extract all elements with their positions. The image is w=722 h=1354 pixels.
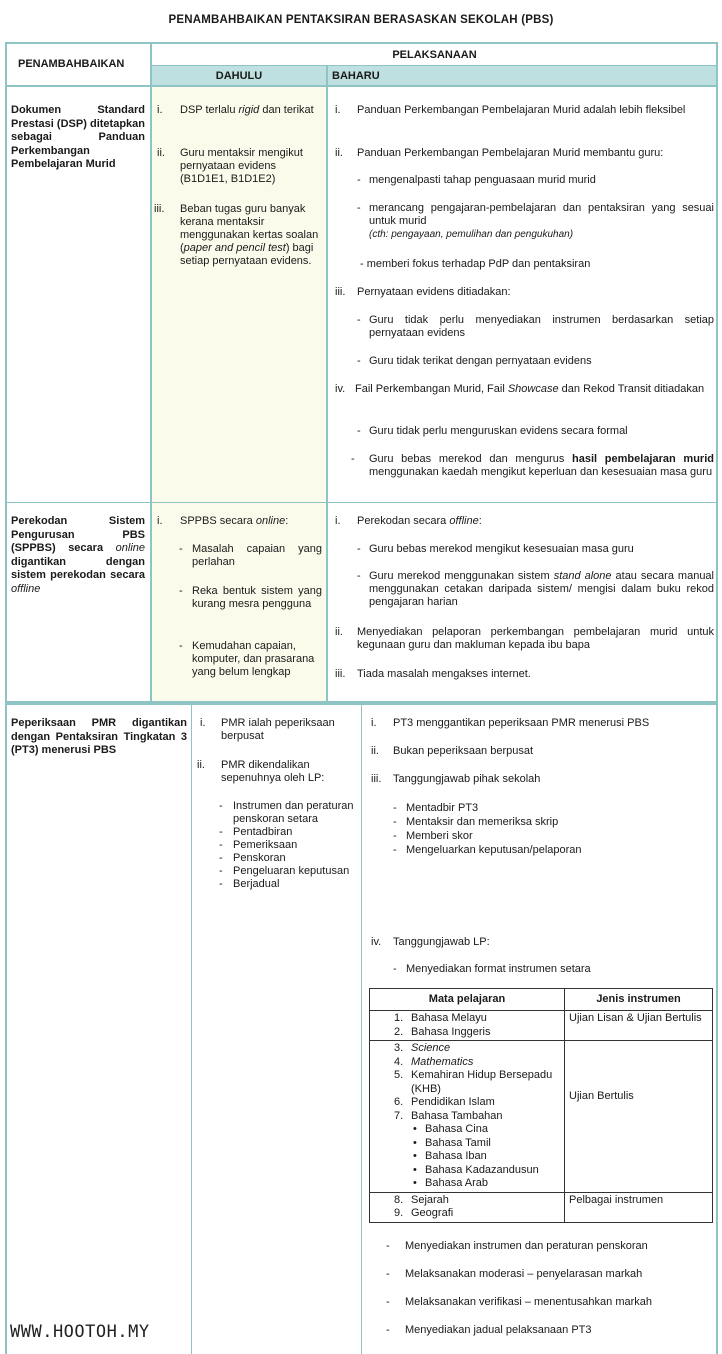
row2-baharu-a: Guru bebas merekod mengikut kesesuaian masa guru <box>369 543 634 555</box>
table-cell-instrument: Pelbagai instrumen <box>565 1192 713 1222</box>
list-item: - Pengeluaran keputusan <box>219 865 350 877</box>
row3-baharu-iii-num: iii. <box>371 773 382 785</box>
header-pelaksanaan: PELAKSANAAN <box>392 49 477 61</box>
row1-baharu-iii: Pernyataan evidens ditiadakan: <box>357 286 511 298</box>
row3-dahulu-list <box>219 800 359 891</box>
row3-baharu-i-num: i. <box>371 717 377 729</box>
row2-dahulu-i-num: i. <box>157 515 163 527</box>
list-item: - Penskoran <box>219 852 286 864</box>
table-cell-subjects: 1. Bahasa Melayu 2. Bahasa Inggeris <box>370 1011 565 1041</box>
row1-dahulu-i-num: i. <box>157 104 163 116</box>
table-cell-subjects: 3. Science 4. Mathematics 5. Kemahiran Hidup Bersepadu (KHB) 6. Pendidikan Islam 7. Bahasa Tambahan • Bahasa Cina • Bahasa Tamil • Bahasa Iban • Bahasa Kadazandusun • Bahasa Arab <box>370 1041 565 1193</box>
table-row <box>370 1041 713 1193</box>
row2-baharu-ii-num: ii. <box>335 626 343 638</box>
list-item: - Mentaksir dan memeriksa skrip <box>393 816 559 828</box>
row1-label: Dokumen Standard Prestasi (DSP) ditetapkan sebagai Panduan Perkembangan Pembelajaran Murid <box>11 104 145 170</box>
row3-dahulu-i: PMR ialah peperiksaan berpusat <box>221 717 335 742</box>
table-row <box>370 1192 713 1222</box>
list-item: - Mengeluarkan keputusan/pelaporan <box>393 844 582 856</box>
dash: - <box>357 543 361 555</box>
col-divider-3b <box>361 705 362 1354</box>
table-border-left <box>5 42 7 1354</box>
header-bottom <box>5 85 718 87</box>
row3-baharu-iv-a: Menyediakan format instrumen setara <box>406 963 591 975</box>
table-header-row <box>370 989 713 1011</box>
row3-dahulu-i-num: i. <box>200 717 206 729</box>
dash: - <box>357 202 361 214</box>
row1-baharu-iii-b: Guru tidak terikat dengan pernyataan evidens <box>369 355 592 367</box>
dash: - <box>179 543 183 555</box>
table-header-subject: Mata pelajaran <box>370 989 565 1011</box>
dash: - <box>386 1324 390 1336</box>
row3-baharu-iv: Tanggungjawab LP: <box>393 936 490 948</box>
row3-dahulu-ii: PMR dikendalikan sepenuhnya oleh LP: <box>221 759 325 784</box>
row1-dahulu-iii-num: iii. <box>154 203 165 215</box>
watermark: WWW.HOOTOH.MY <box>10 1322 150 1342</box>
header-penambahbaikan: PENAMBAHBAIKAN <box>18 58 125 70</box>
row1-baharu-iii-a: Guru tidak perlu menyediakan instrumen berdasarkan setiap pernyataan evidens <box>369 314 714 339</box>
row1-dahulu-i: DSP terlalu rigid dan terikat <box>180 104 314 116</box>
list-item: - Pemeriksaan <box>219 839 298 851</box>
dash: - <box>357 355 361 367</box>
row1-baharu-ii-c: - memberi fokus terhadap PdP dan pentaksiran <box>360 258 591 270</box>
row1-baharu-ii-a: mengenalpasti tahap penguasaan murid murid <box>369 174 596 186</box>
row1-dahulu-ii-num: ii. <box>157 147 165 159</box>
table-header-instrument: Jenis instrumen <box>565 989 713 1011</box>
row2-label: Perekodan Sistem Pengurusan PBS (SPPBS) secara online digantikan dengan sistem perekodan secara offline <box>11 515 145 595</box>
table-cell-subjects: 8. Sejarah 9. Geografi <box>370 1192 565 1222</box>
list-item: - Pentadbiran <box>219 826 293 838</box>
row1-dahulu-iii: Beban tugas guru banyak kerana mentaksir menggunakan kertas soalan (paper and pencil test) bagi setiap pernyataan evidens. <box>180 203 319 267</box>
row3-baharu-ii: Bukan peperiksaan berpusat <box>393 745 534 757</box>
row2-dahulu-c: Kemudahan capaian, komputer, dan prasarana yang belum lengkap <box>192 640 315 678</box>
row3-baharu-i: PT3 menggantikan peperiksaan PMR menerusi PBS <box>393 717 650 729</box>
table-border-top <box>5 42 718 44</box>
row3-after-4: Menyediakan jadual pelaksanaan PT3 <box>405 1324 592 1336</box>
row2-baharu-iii: Tiada masalah mengakses internet. <box>357 668 531 680</box>
row1-baharu-ii-num: ii. <box>335 147 343 159</box>
table-row <box>370 1011 713 1041</box>
row3-after-3: Melaksanakan verifikasi – menentusahkan markah <box>405 1296 653 1308</box>
dash: - <box>357 314 361 326</box>
row3-baharu-iii: Tanggungjawab pihak sekolah <box>393 773 541 785</box>
dash: - <box>393 963 397 975</box>
list-item: - Berjadual <box>219 878 280 890</box>
col-divider-2 <box>326 65 328 704</box>
row3-dahulu-ii-num: ii. <box>197 759 205 771</box>
row1-baharu-iv-num: iv. <box>335 383 346 395</box>
row2-baharu-i-num: i. <box>335 515 341 527</box>
row2-dahulu-a: Masalah capaian yang perlahan <box>192 543 322 568</box>
row3-baharu-iii-list <box>393 801 713 857</box>
dash: - <box>386 1240 390 1252</box>
row1-baharu-iii-num: iii. <box>335 286 346 298</box>
header-baharu: BAHARU <box>332 70 380 82</box>
row-divider-1 <box>5 502 718 503</box>
row2-baharu-ii: Menyediakan pelaporan perkembangan pembelajaran murid untuk kegunaan guru dan makluman kepada ibu bapa <box>357 626 714 651</box>
dash: - <box>357 425 361 437</box>
dash: - <box>386 1296 390 1308</box>
table-cell-instrument: Ujian Bertulis <box>565 1041 713 1193</box>
row3-baharu-iv-num: iv. <box>371 936 382 948</box>
subject-instrument-table <box>369 988 713 1223</box>
table-cell-instrument: Ujian Lisan & Ujian Bertulis <box>565 1011 713 1041</box>
row1-baharu-iv: Fail Perkembangan Murid, Fail Showcase dan Rekod Transit ditiadakan <box>355 383 705 395</box>
row3-after-2: Melaksanakan moderasi – penyelarasan markah <box>405 1268 643 1280</box>
row1-baharu-iv-a: Guru tidak perlu menguruskan evidens secara formal <box>369 425 628 437</box>
dash: - <box>351 453 355 465</box>
dash: - <box>179 640 183 652</box>
header-divider <box>151 65 718 66</box>
row1-baharu-i-num: i. <box>335 104 341 116</box>
row2-baharu-iii-num: iii. <box>335 668 346 680</box>
dash: - <box>357 570 361 582</box>
col-divider-3a <box>191 705 192 1354</box>
row3-baharu-ii-num: ii. <box>371 745 379 757</box>
row2-baharu-i: Perekodan secara offline: <box>357 515 482 527</box>
table-border-right <box>716 42 718 1354</box>
row2-dahulu-b: Reka bentuk sistem yang kurang mesra pengguna <box>192 585 322 610</box>
header-dahulu: DAHULU <box>215 70 263 82</box>
dash: - <box>179 585 183 597</box>
page-title: PENAMBAHBAIKAN PENTAKSIRAN BERASASKAN SEKOLAH (PBS) <box>168 14 554 26</box>
dash: - <box>357 174 361 186</box>
row3-label: Peperiksaan PMR digantikan dengan Pentaksiran Tingkatan 3 (PT3) menerusi PBS <box>11 717 187 756</box>
row1-baharu-i: Panduan Perkembangan Pembelajaran Murid adalah lebih fleksibel <box>357 104 686 116</box>
row3-after-1: Menyediakan instrumen dan peraturan penskoran <box>405 1240 648 1252</box>
col-divider-1 <box>150 42 152 704</box>
row1-baharu-iv-b: Guru bebas merekod dan mengurus hasil pembelajaran murid menggunakan kaedah mengikut keperluan dan kesesuaian masa guru <box>369 453 714 478</box>
row1-baharu-ii: Panduan Perkembangan Pembelajaran Murid membantu guru: <box>357 147 664 159</box>
row2-dahulu-i: SPPBS secara online: <box>180 515 289 527</box>
list-item: - Memberi skor <box>393 830 473 842</box>
row1-dahulu-ii: Guru mentaksir mengikut pernyataan evidens (B1D1E1, B1D1E2) <box>180 147 303 185</box>
dash: - <box>386 1268 390 1280</box>
row2-baharu-b: Guru merekod menggunakan sistem stand alone atau secara manual menggunakan cetakan daripada sistem/ mengisi dalam buku rekod pengajaran harian <box>369 570 714 608</box>
row1-baharu-ii-b: merancang pengajaran-pembelajaran dan pentaksiran yang sesuai untuk murid (cth: pengayaan, pemulihan dan pengukuhan) <box>369 202 714 240</box>
list-item: - Instrumen dan peraturan penskoran setara <box>219 800 354 825</box>
list-item: - Mentadbir PT3 <box>393 802 479 814</box>
